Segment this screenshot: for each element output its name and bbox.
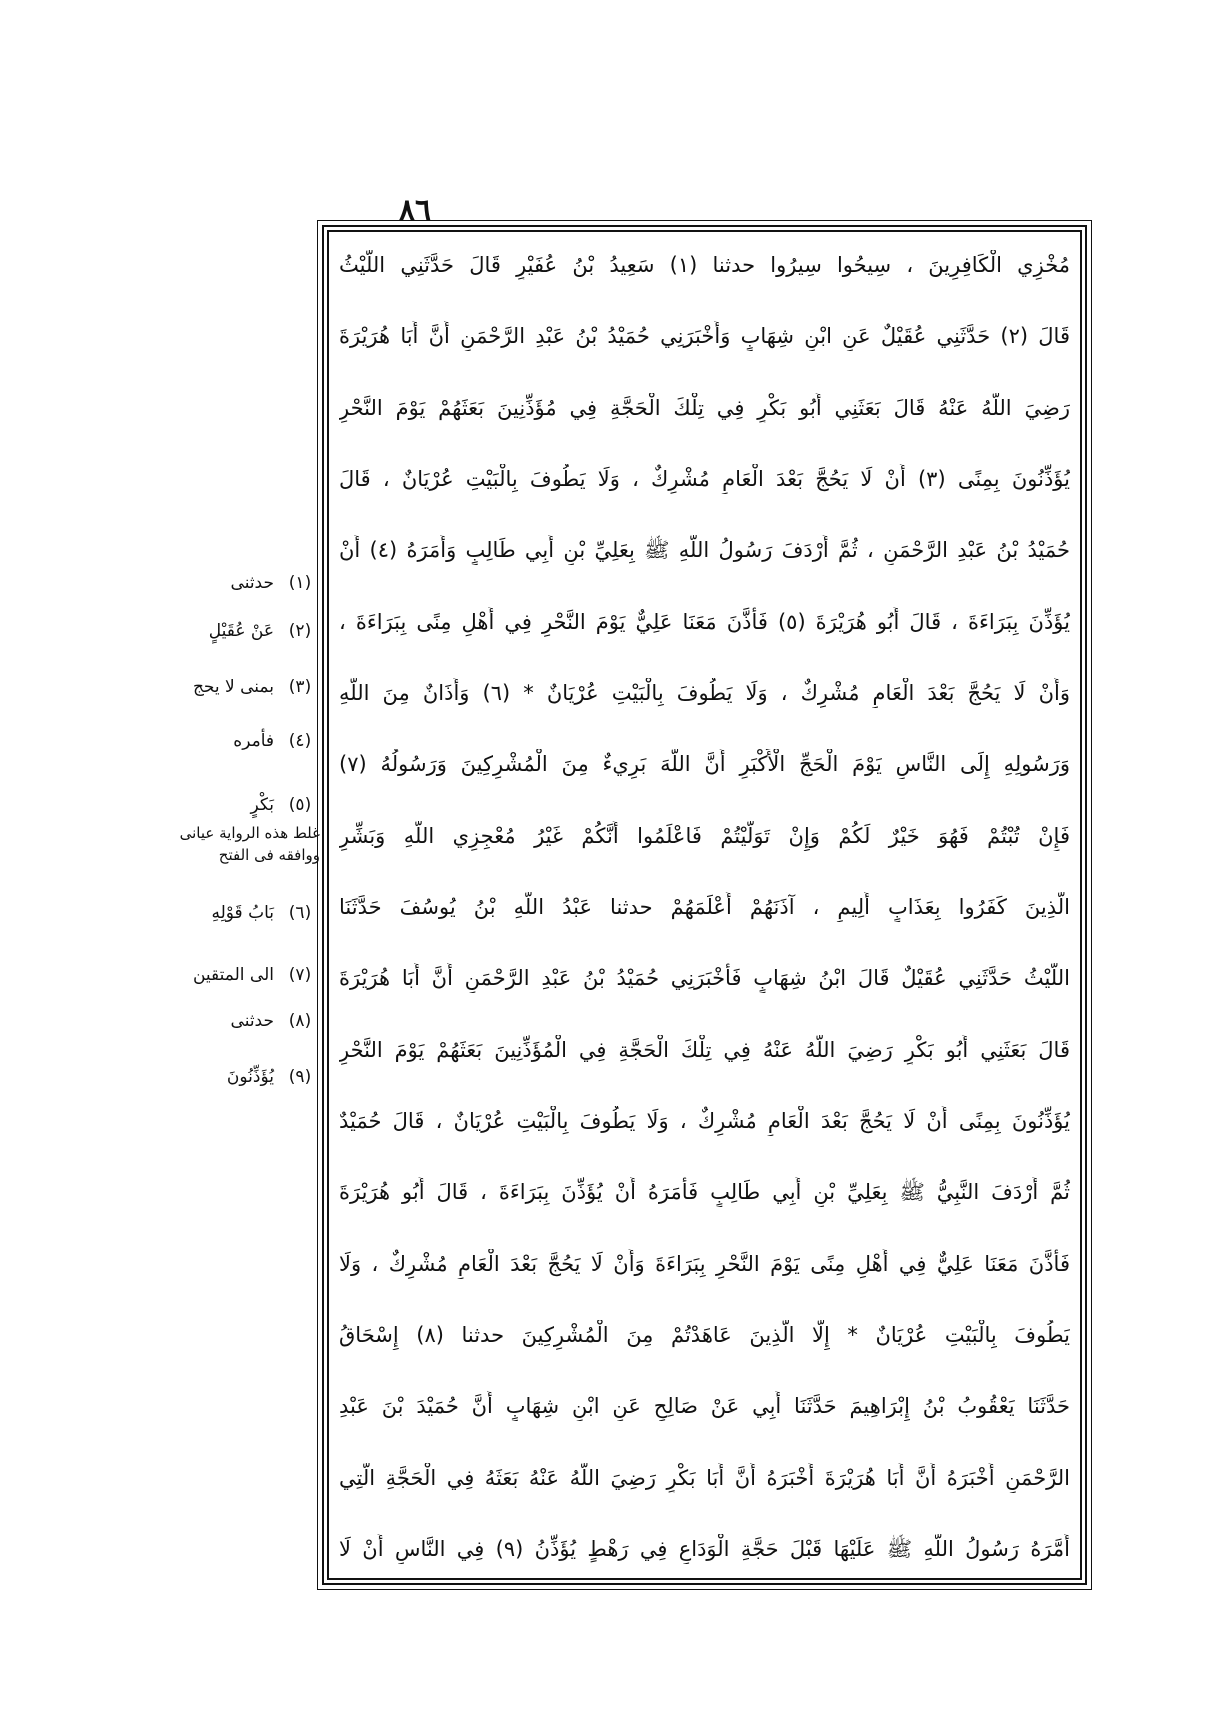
margin-note-text: حدثنى (230, 1011, 274, 1031)
margin-notes (150, 570, 320, 1170)
text-frame (322, 225, 1087, 1585)
margin-note-number: (٤) (288, 731, 312, 751)
text-line: يُؤَذِّنَ بِبَرَاءَةَ ، قَالَ أَبُو هُرَيْرَةَ (٥) فَأَذَّنَ مَعَنَا عَلِيٌّ يَوْمَ النَّحْرِ فِي أَهْلِ مِنًى بِبَرَاءَةَ ، (339, 609, 1070, 634)
margin-note (150, 1064, 320, 1090)
margin-comment: غلط هذه الرواية عيانى ووافقه فى الفتح (179, 824, 320, 864)
margin-note-text: يُؤَذِّنُونَ (226, 1067, 274, 1087)
margin-note-number: (٢) (288, 621, 312, 641)
text-line: الَّذِينَ كَفَرُوا بِعَذَابٍ أَلِيمٍ ، آذَنَهُمْ أَعْلَمَهُمْ حدثنا عَبْدُ اللَّهِ بْنُ يُوسُفَ حَدَّثَنَا (339, 894, 1070, 919)
text-line: الرَّحْمَنِ أَخْبَرَهُ أَنَّ أَبَا هُرَيْرَةَ أَخْبَرَهُ أَنَّ أَبَا بَكْرٍ رَضِيَ اللَّهُ عَنْهُ بَعَثَهُ فِي الْحَجَّةِ الَّتِي (339, 1465, 1070, 1490)
text-line: اللَّيْثُ حَدَّثَنِي عُقَيْلٌ قَالَ ابْنُ شِهَابٍ فَأَخْبَرَنِي حُمَيْدُ بْنُ عَبْدِ الرَّحْمَنِ أَنَّ أَبَا هُرَيْرَةَ (339, 966, 1070, 991)
margin-note-number: (٩) (288, 1067, 312, 1087)
margin-note-text: بَكْرٍ (250, 795, 274, 815)
margin-note-number: (٨) (288, 1011, 312, 1031)
margin-note-text: فأمره (233, 731, 274, 751)
text-line: وَرَسُولِهِ إِلَى النَّاسِ يَوْمَ الْحَجِّ الْأَكْبَرِ أَنَّ اللَّهَ بَرِيءٌ مِنَ الْمُشْرِكِينَ وَرَسُولُهُ (٧) (339, 752, 1070, 777)
margin-note (150, 728, 320, 754)
page-number: ٨٦ (398, 193, 432, 228)
margin-note-number: (٦) (288, 903, 312, 923)
text-line: يَطُوفَ بِالْبَيْتِ عُرْيَانٌ * إِلَّا الَّذِينَ عَاهَدْتُمْ مِنَ الْمُشْرِكِينَ حدثنا (٨) إِسْحَاقُ (339, 1322, 1070, 1347)
text-line: فَإِنْ تُبْتُمْ فَهُوَ خَيْرٌ لَكُمْ وَإِنْ تَوَلَّيْتُمْ فَاعْلَمُوا أَنَّكُمْ غَيْرُ مُعْجِزِي اللَّهِ وَبَشِّرِ (339, 823, 1070, 848)
text-line: حُمَيْدُ بْنُ عَبْدِ الرَّحْمَنِ ، ثُمَّ أَرْدَفَ رَسُولُ اللَّهِ ﷺ بِعَلِيِّ بْنِ أَبِي طَالِبٍ وَأَمَرَهُ (٤) أَنْ (339, 538, 1070, 563)
margin-note-text: عَنْ عُقَيْلٍ (208, 621, 274, 641)
margin-note-text: حدثنى (230, 573, 274, 593)
margin-note (150, 962, 320, 988)
text-line: وَأَنْ لَا يَحُجَّ بَعْدَ الْعَامِ مُشْرِكٌ ، وَلَا يَطُوفَ بِالْبَيْتِ عُرْيَانٌ * (٦) وَأَذَانٌ مِنَ اللَّهِ (339, 680, 1070, 705)
margin-note (150, 792, 320, 818)
text-line: قَالَ بَعَثَنِي أَبُو بَكْرٍ رَضِيَ اللَّهُ عَنْهُ فِي تِلْكَ الْحَجَّةِ فِي الْمُؤَذِّنِينَ بَعَثَهُمْ يَوْمَ النَّحْرِ (339, 1037, 1070, 1062)
margin-note-number: (١) (288, 573, 312, 593)
margin-note (150, 570, 320, 596)
margin-note (150, 618, 320, 644)
margin-note (150, 1008, 320, 1034)
text-line: مُخْزِي الْكَافِرِينَ ، سِيحُوا سِيرُوا حدثنا (١) سَعِيدُ بْنُ عُفَيْرٍ قَالَ حَدَّثَنِي اللَّيْثُ (339, 253, 1070, 277)
margin-note-text: بمنى لا يحج (192, 677, 274, 697)
margin-note (150, 900, 320, 926)
margin-note-text: بَابُ قَوْلِهِ (211, 903, 274, 923)
text-line: حَدَّثَنَا يَعْقُوبُ بْنُ إِبْرَاهِيمَ حَدَّثَنَا أَبِي عَنْ صَالِحٍ عَنِ ابْنِ شِهَابٍ أَنَّ حُمَيْدَ بْنَ عَبْدِ (339, 1394, 1070, 1419)
margin-note-number: (٧) (288, 965, 312, 985)
margin-note-number: (٥) (288, 795, 312, 815)
margin-note-number: (٣) (288, 677, 312, 697)
text-line: أَمَّرَهُ رَسُولُ اللَّهِ ﷺ عَلَيْهَا قَبْلَ حَجَّةِ الْوَدَاعِ فِي رَهْطٍ يُؤَذِّنُ (٩) فِي النَّاسِ أَنْ لَا (339, 1536, 1070, 1561)
text-line: ثُمَّ أَرْدَفَ النَّبِيُّ ﷺ بِعَلِيِّ بْنِ أَبِي طَالِبٍ فَأَمَرَهُ أَنْ يُؤَذِّنَ بِبَرَاءَةَ ، قَالَ أَبُو هُرَيْرَةَ (339, 1180, 1070, 1205)
text-line: رَضِيَ اللَّهُ عَنْهُ قَالَ بَعَثَنِي أَبُو بَكْرٍ فِي تِلْكَ الْحَجَّةِ فِي مُؤَذِّنِينَ بَعَثَهُمْ يَوْمَ النَّحْرِ (339, 395, 1070, 420)
text-line: قَالَ (٢) حَدَّثَنِي عُقَيْلٌ عَنِ ابْنِ شِهَابٍ وَأَخْبَرَنِي حُمَيْدُ بْنُ عَبْدِ الرَّحْمَنِ أَنَّ أَبَا هُرَيْرَةَ (339, 324, 1070, 349)
text-line: يُؤَذِّنُونَ بِمِنًى (٣) أَنْ لَا يَحُجَّ بَعْدَ الْعَامِ مُشْرِكٌ ، وَلَا يَطُوفَ بِالْبَيْتِ عُرْيَانٌ ، قَالَ (339, 466, 1070, 491)
margin-note (150, 674, 320, 700)
text-line: فَأَذَّنَ مَعَنَا عَلِيٌّ فِي أَهْلِ مِنًى يَوْمَ النَّحْرِ بِبَرَاءَةَ وَأَنْ لَا يَحُجَّ بَعْدَ الْعَامِ مُشْرِكٌ ، وَلَا (339, 1251, 1070, 1276)
main-text-block (339, 250, 1070, 1564)
text-line: يُؤَذِّنُونَ بِمِنًى أَنْ لَا يَحُجَّ بَعْدَ الْعَامِ مُشْرِكٌ ، وَلَا يَطُوفَ بِالْبَيْتِ عُرْيَانٌ ، قَالَ حُمَيْدٌ (339, 1108, 1070, 1133)
margin-note-text: الى المتقين (192, 965, 274, 985)
